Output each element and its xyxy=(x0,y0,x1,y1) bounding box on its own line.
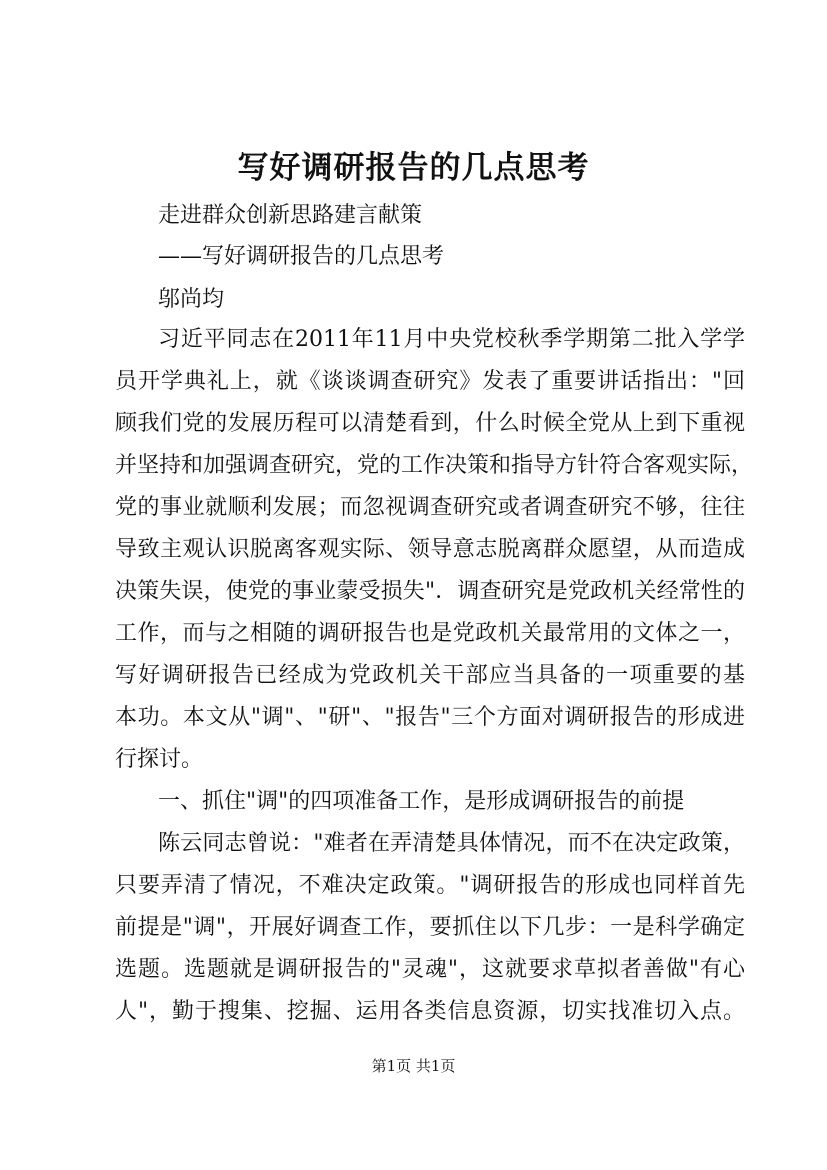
paragraph1-line: 党的事业就顺利发展；而忽视调查研究或者调查研究不够，往往 xyxy=(115,495,745,520)
paragraph1-line: 工作，而与之相随的调研报告也是党政机关最常用的文体之一， xyxy=(115,621,745,646)
paragraph1-line: 本功。本文从"调"、"研"、"报告"三个方面对调研报告的形成进 xyxy=(115,705,745,730)
paragraph1-line: 导致主观认识脱离客观实际、领导意志脱离群众愿望，从而造成 xyxy=(115,537,745,562)
paragraph1-line: 习近平同志在2011年11月中央党校秋季学期第二批入学学 xyxy=(158,327,745,352)
paragraph1-line: 行探讨。 xyxy=(115,747,204,772)
paragraph2-line: 人"，勤于搜集、挖掘、运用各类信息资源，切实找准切入点。 xyxy=(115,999,745,1024)
page-number-footer: 第1页 共1页 xyxy=(371,1057,456,1075)
paragraph2-line: 前提是"调"，开展好调查工作，要抓住以下几步：一是科学确定 xyxy=(115,915,745,940)
paragraph1-line: 并坚持和加强调查研究，党的工作决策和指导方针符合客观实际， xyxy=(115,453,754,478)
paragraph1-line: 顾我们党的发展历程可以清楚看到，什么时候全党从上到下重视 xyxy=(115,411,745,436)
paragraph1-line: 员开学典礼上，就《谈谈调查研究》发表了重要讲话指出："回 xyxy=(115,369,745,394)
paragraph2-line: 陈云同志曾说："难者在弄清楚具体情况，而不在决定政策， xyxy=(158,831,745,856)
document-title: 写好调研报告的几点思考 xyxy=(237,150,590,186)
paragraph1-line: 写好调研报告已经成为党政机关干部应当具备的一项重要的基 xyxy=(115,663,745,688)
heading-line-2: ——写好调研报告的几点思考 xyxy=(158,244,445,269)
section1-heading: 一、抓住"调"的四项准备工作，是形成调研报告的前提 xyxy=(158,789,685,814)
paragraph1-line: 决策失误，使党的事业蒙受损失"．调查研究是党政机关经常性的 xyxy=(115,579,745,604)
paragraph2-line: 只要弄清了情况，不难决定政策。"调研报告的形成也同样首先 xyxy=(115,873,745,898)
paragraph2-line: 选题。选题就是调研报告的"灵魂"，这就要求草拟者善做"有心 xyxy=(115,957,745,982)
heading-line-1: 走进群众创新思路建言献策 xyxy=(158,203,423,228)
author-name: 邬尚均 xyxy=(158,287,225,312)
